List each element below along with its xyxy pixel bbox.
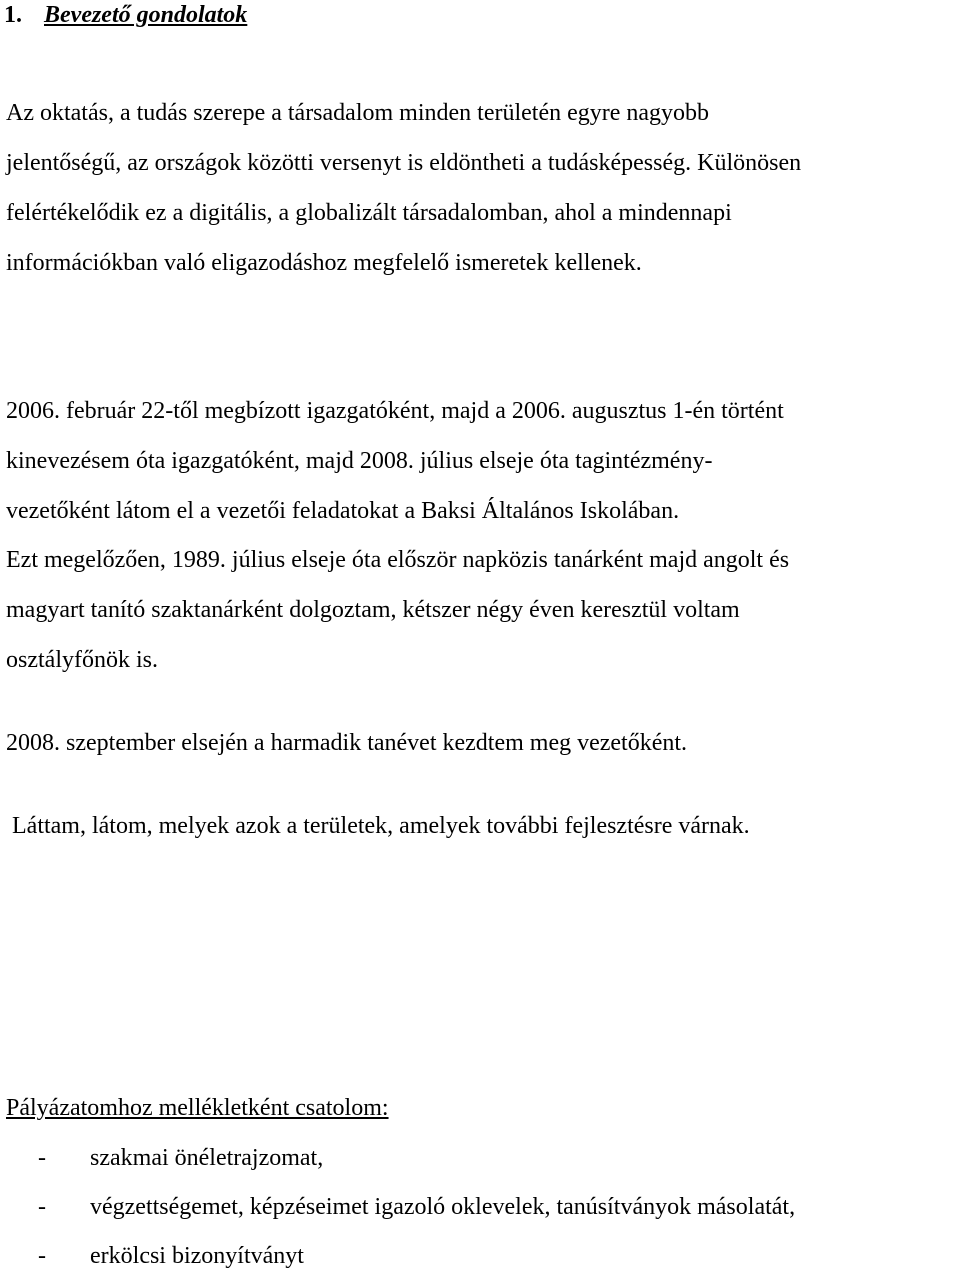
paragraph2-line-1: 2006. február 22-től megbízott igazgatóként, majd a 2006. augusztus 1-én történt bbox=[6, 398, 784, 424]
paragraph1-line-3: felértékelődik ez a digitális, a globalizált társadalomban, ahol a mindennapi bbox=[6, 200, 732, 226]
attachment-item-text: erkölcsi bizonyítványt bbox=[90, 1243, 304, 1269]
attachment-item bbox=[38, 1192, 795, 1222]
paragraph2-line-5: magyart tanító szaktanárként dolgoztam, kétszer négy éven keresztül voltam bbox=[6, 597, 740, 623]
paragraph1-line-1: Az oktatás, a tudás szerepe a társadalom minden területén egyre nagyobb bbox=[6, 100, 710, 126]
paragraph3: 2008. szeptember elsején a harmadik tanévet kezdtem meg vezetőként. bbox=[6, 730, 688, 756]
section-heading bbox=[0, 0, 247, 30]
bullet-dash: - bbox=[38, 1194, 46, 1220]
paragraph2-line-3: vezetőként látom el a vezetői feladatokat a Baksi Általános Iskolában. bbox=[6, 498, 680, 524]
paragraph2-line-2: kinevezésem óta igazgatóként, majd 2008. július elseje óta tagintézmény- bbox=[6, 448, 713, 474]
paragraph2-line-4: Ezt megelőzően, 1989. július elseje óta először napközis tanárként majd angolt és bbox=[6, 547, 790, 573]
section-title: Bevezető gondolatok bbox=[44, 2, 248, 28]
paragraph1-line-2: jelentőségű, az országok közötti versenyt is eldöntheti a tudásképesség. Különösen bbox=[6, 150, 802, 176]
paragraph2-line-6: osztályfőnök is. bbox=[6, 647, 158, 673]
attachment-item bbox=[38, 1143, 323, 1173]
attachment-item-text: szakmai önéletrajzomat, bbox=[90, 1145, 324, 1171]
paragraph1-line-4: információkban való eligazodáshoz megfelelő ismeretek kellenek. bbox=[6, 250, 642, 276]
attachment-item-text: végzettségemet, képzéseimet igazoló oklevelek, tanúsítványok másolatát, bbox=[90, 1194, 796, 1220]
bullet-dash: - bbox=[38, 1243, 46, 1269]
paragraph4: Láttam, látom, melyek azok a területek, amelyek további fejlesztésre várnak. bbox=[6, 813, 750, 839]
section-number: 1. bbox=[4, 2, 22, 28]
attachments-title: Pályázatomhoz mellékletként csatolom: bbox=[6, 1095, 389, 1121]
bullet-dash: - bbox=[38, 1145, 46, 1171]
attachment-item bbox=[38, 1241, 304, 1271]
